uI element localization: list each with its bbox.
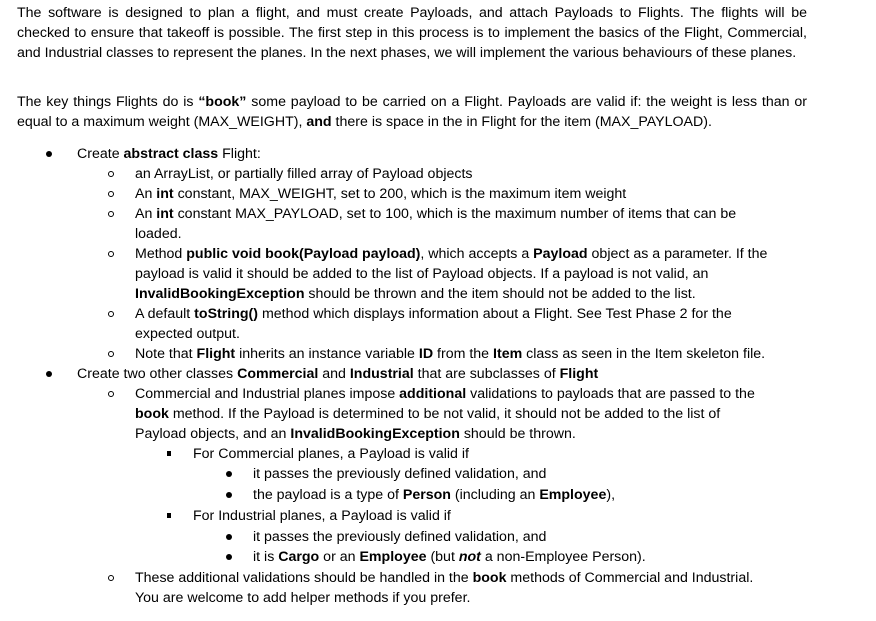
text-run: Payload objects, and an (135, 426, 291, 442)
text-run: expected output. (135, 326, 240, 342)
text-run: payload is valid it should be added to the list of Payload objects. If a payload is not valid, an (135, 266, 709, 282)
text-run: from the (433, 346, 494, 362)
text-run: Note that (135, 346, 197, 362)
hollow-bullet-icon (108, 171, 114, 177)
list-item-line (135, 324, 240, 344)
text-run: class as seen in the Item skeleton file. (522, 346, 766, 362)
bold-text-run: Commercial (237, 366, 319, 382)
bold-text-run: book (135, 406, 169, 422)
text-run: and (318, 366, 350, 382)
text-run: Create two other classes (77, 366, 238, 382)
text-run: that are subclasses of (413, 366, 560, 382)
hollow-bullet-icon (108, 211, 114, 217)
list-item-line (193, 444, 469, 464)
list-item-line (77, 144, 261, 164)
text-run: the payload is a type of (253, 487, 403, 503)
text-run: ), (606, 487, 616, 503)
text-run: methods of Commercial and Industrial. (506, 570, 754, 586)
text-run: You are welcome to add helper methods if you prefer. (135, 590, 471, 606)
hollow-bullet-icon (108, 351, 114, 357)
text-run: Method (135, 246, 187, 262)
hollow-bullet-icon (108, 311, 114, 317)
text-run: method. If the Payload is determined to be not valid, it should not be added to the list of (168, 406, 721, 422)
bold-text-run: Flight (559, 366, 599, 382)
bold-text-run: and (306, 113, 332, 130)
text-run: it is (253, 549, 279, 565)
text-run: constant MAX_PAYLOAD, set to 100, which is the maximum number of items that can be (173, 206, 737, 222)
square-bullet-icon (167, 513, 171, 518)
hollow-bullet-icon (108, 391, 114, 397)
text-run: an ArrayList, or partially filled array of Payload objects (135, 166, 473, 182)
bold-text-run: toString() (194, 306, 258, 322)
bold-text-run: ID (418, 346, 434, 362)
bold-text-run: abstract class (123, 146, 219, 162)
list-item-line (253, 485, 615, 505)
key-things-paragraph (17, 93, 807, 133)
bold-text-run: Person (402, 487, 451, 503)
text-run: (including an (450, 487, 540, 503)
bold-text-run: int (156, 186, 174, 202)
list-item-line (253, 464, 546, 484)
list-item-line (135, 284, 696, 304)
list-item-line (135, 304, 732, 324)
bold-text-run: additional (399, 386, 467, 402)
bold-text-run: Industrial (349, 366, 414, 382)
text-run: validations to payloads that are passed to the (466, 386, 755, 402)
list-item-line (135, 344, 765, 364)
list-item-line (135, 184, 626, 204)
text-run: method which displays information about a Flight. See Test Phase 2 for the (258, 306, 732, 322)
text-run: An (135, 206, 157, 222)
text-run: The software is designed to plan a flight, and must create Payloads, and attach Payloads to Flights. The flights will be checked to ensure that takeoff is possible. The first step in this process is to implement the basics of the Flight, Commercial, and Industrial classes to represent the planes. In the next phases, we will implement the various behaviours of these planes. (17, 5, 807, 61)
list-item-line (135, 404, 720, 424)
bullet-icon (226, 492, 232, 498)
bullet-icon (226, 534, 232, 540)
text-run: should be thrown. (459, 426, 576, 442)
text-run: Flight: (218, 146, 261, 162)
bullet-icon (46, 371, 52, 377)
bullet-icon (46, 151, 52, 157)
bold-text-run: int (156, 206, 174, 222)
text-run: it passes the previously defined validation, and (253, 529, 547, 545)
text-run: These additional validations should be handled in the (135, 570, 473, 586)
list-item-line (135, 264, 708, 284)
square-bullet-icon (167, 451, 171, 456)
text-run: loaded. (135, 226, 182, 242)
bold-text-run: Employee (359, 549, 427, 565)
bullet-icon (226, 554, 232, 560)
bullet-icon (226, 471, 232, 477)
bold-text-run: InvalidBookingException (135, 286, 305, 302)
list-item-line (135, 384, 755, 404)
bold-text-run: Payload (533, 246, 588, 262)
list-item-line (253, 547, 646, 567)
text-run: (but (426, 549, 459, 565)
text-run: it passes the previously defined validation, and (253, 466, 547, 482)
list-item-line (135, 164, 473, 184)
text-run: , which accepts a (420, 246, 534, 262)
list-item-line (135, 224, 182, 244)
text-run: Commercial and Industrial planes impose (135, 386, 400, 402)
text-run: or an (319, 549, 360, 565)
bold-text-run: InvalidBookingException (290, 426, 460, 442)
bold-text-run: Item (493, 346, 523, 362)
bold-text-run: Employee (539, 487, 607, 503)
list-item-line (77, 364, 598, 384)
list-item-line (135, 588, 470, 608)
text-run: A default (135, 306, 195, 322)
list-item-line (135, 568, 753, 588)
text-run: some payload to be carried on a Flight. Payloads are valid if: the weight is less than or equal to a maximum weight (MAX_WEIGHT), (17, 94, 807, 130)
bold-text-run: not (458, 549, 481, 565)
text-run: For Commercial planes, a Payload is valid if (193, 446, 469, 462)
hollow-bullet-icon (108, 191, 114, 197)
list-item-line (135, 244, 767, 264)
list-item-line (135, 424, 576, 444)
text-run: constant, MAX_WEIGHT, set to 200, which is the maximum item weight (173, 186, 627, 202)
text-run: inherits an instance variable (235, 346, 419, 362)
hollow-bullet-icon (108, 575, 114, 581)
bold-text-run: book (472, 570, 507, 586)
bold-text-run: “book” (198, 94, 247, 110)
text-run: object as a parameter. If the (587, 246, 768, 262)
intro-paragraph (17, 4, 807, 64)
list-item-line (135, 204, 736, 224)
bold-text-run: public void book(Payload payload) (186, 246, 421, 262)
text-run: Create (77, 146, 124, 162)
bold-text-run: Cargo (278, 549, 320, 565)
bold-text-run: Flight (196, 346, 236, 362)
text-run: a non-Employee Person). (480, 549, 646, 565)
list-item-line (193, 506, 451, 526)
hollow-bullet-icon (108, 251, 114, 257)
list-item-line (253, 527, 546, 547)
text-run: An (135, 186, 157, 202)
text-run: The key things Flights do is (17, 94, 199, 110)
text-run: For Industrial planes, a Payload is valid if (193, 508, 451, 524)
text-run: should be thrown and the item should not be added to the list. (304, 286, 696, 302)
text-run: there is space in the in Flight for the item (MAX_PAYLOAD). (331, 113, 712, 130)
